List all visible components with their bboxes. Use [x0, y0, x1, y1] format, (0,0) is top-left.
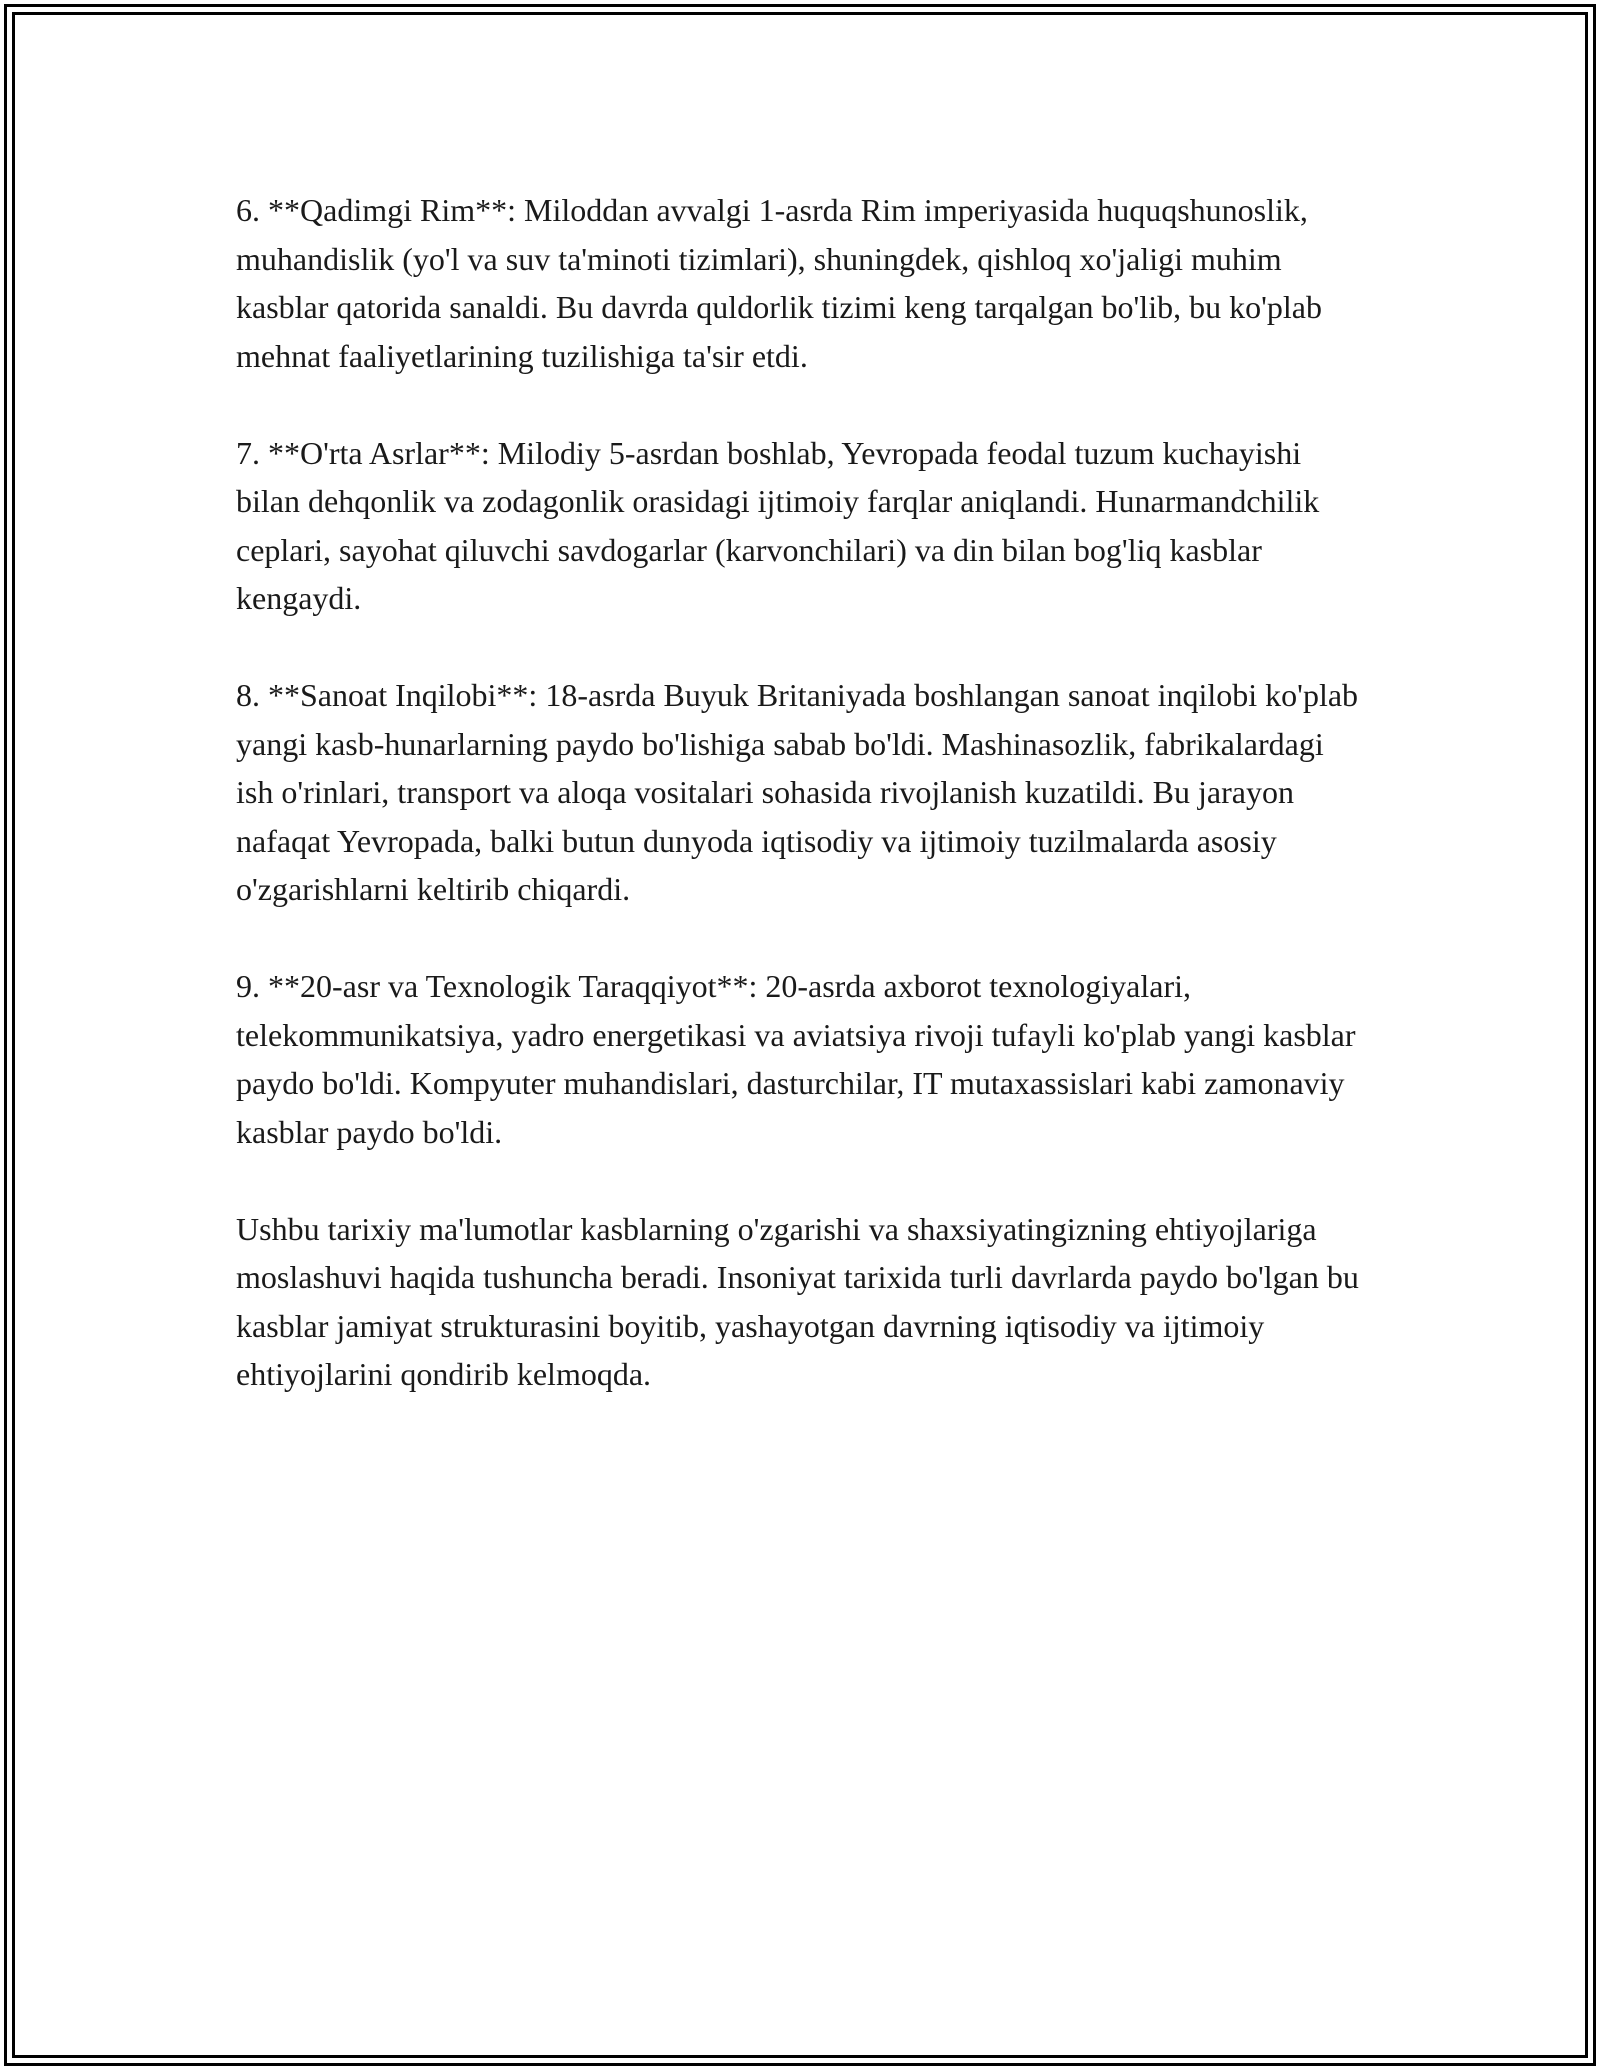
- paragraph-ancient-rome: 6. **Qadimgi Rim**: Miloddan avvalgi 1-asrda Rim imperiyasida huquqshunoslik, muhandislik (yo'l va suv ta'minoti tizimlari), shuningdek, qishloq xo'jaligi muhim kasblar qatorida sanaldi. Bu davrda quldorlik tizimi keng tarqalgan bo'lib, bu ko'plab mehnat faaliyetlarining tuzilishiga ta'sir etdi.: [236, 192, 1322, 374]
- paragraph-industrial-revolution: 8. **Sanoat Inqilobi**: 18-asrda Buyuk Britaniyada boshlangan sanoat inqilobi ko'plab yangi kasb-hunarlarning paydo bo'lishiga sabab bo'ldi. Mashinasozlik, fabrikalardagi ish o'rinlari, transport va aloqa vositalari sohasida rivojlanish kuzatildi. Bu jarayon nafaqat Yevropada, balki butun dunyoda iqtisodiy va ijtimoiy tuzilmalarda asosiy o'zgarishlarni keltirib chiqardi.: [236, 677, 1359, 907]
- paragraph-conclusion: Ushbu tarixiy ma'lumotlar kasblarning o'zgarishi va shaxsiyatingizning ehtiyojlariga moslashuvi haqida tushuncha beradi. Insoniyat tarixida turli davrlarda paydo bo'lgan bu kasblar jamiyat strukturasini boyitib, yashayotgan davrning iqtisodiy va ijtimoiy ehtiyojlarini qondirib kelmoqda.: [236, 1210, 1359, 1392]
- paragraph-middle-ages: 7. **O'rta Asrlar**: Milodiy 5-asrdan boshlab, Yevropada feodal tuzum kuchayishi bilan dehqonlik va zodagonlik orasidagi ijtimoiy farqlar aniqlandi. Hunarmandchilik ceplari, sayohat qiluvchi savdogarlar (karvonchilari) va din bilan bog'liq kasblar kengaydi.: [236, 434, 1320, 616]
- document-body: [236, 186, 1366, 1399]
- paragraph-20th-century: 9. **20-asr va Texnologik Taraqqiyot**: 20-asrda axborot texnologiyalari, telekommunikatsiya, yadro energetikasi va aviatsiya rivoji tufayli ko'plab yangi kasblar paydo bo'ldi. Kompyuter muhandislari, dasturchilar, IT mutaxassislari kabi zamonaviy kasblar paydo bo'ldi.: [236, 968, 1356, 1150]
